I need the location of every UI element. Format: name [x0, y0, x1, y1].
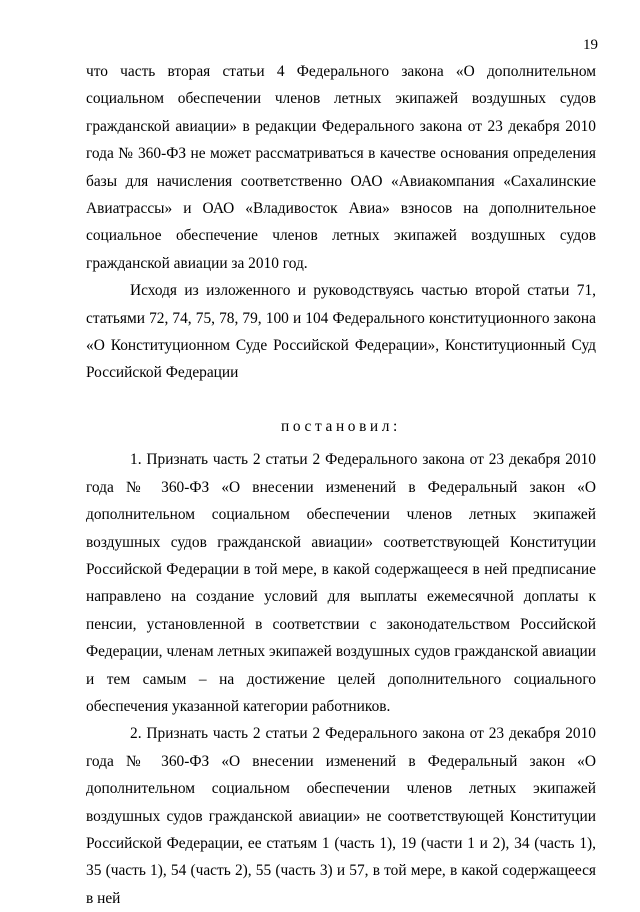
- paragraph-grounds: Исходя из изложенного и руководствуясь частью второй статьи 71, статьями 72, 74, 75, 78, 79, 100 и 104 Федерального конституционного закона «О Конституционном Суде Российской Федерации», Конституционный Суд Российской Федерации: [86, 282, 596, 382]
- page-number: 19: [583, 37, 598, 53]
- paragraph-item-1: 1. Признать часть 2 статьи 2 Федерального закона от 23 декабря 2010 года № 360-ФЗ «О внесении изменений в Федеральный закон «О дополнительном социальном обеспечении членов летных экипажей воздушных судов гражданской авиации» соответствующей Конституции Российской Федерации в той мере, в какой содержащееся в ней предписание направлено на создание условий для выплаты ежемесячной доплаты к пенсии, установленной в соответствии с законодательством Российской Федерации, членам летных экипажей воздушных судов гражданской авиации и тем самым – на достижение целей дополнительного социального обеспечения указанной категории работников.: [86, 451, 596, 715]
- paragraph-continuation: что часть вторая статьи 4 Федерального закона «О дополнительном социальном обеспечении членов летных экипажей воздушных судов гражданской авиации» в редакции Федерального закона от 23 декабря 2010 года № 360-ФЗ не может рассматриваться в качестве основания определения базы для начисления соответственно ОАО «Авиакомпания «Сахалинские Авиатрассы» и ОАО «Владивосток Авиа» взносов на дополнительное социальное обеспечение членов летных экипажей воздушных судов гражданской авиации за 2010 год.: [86, 63, 596, 272]
- paragraph-item-2: 2. Признать часть 2 статьи 2 Федерального закона от 23 декабря 2010 года № 360-ФЗ «О внесении изменений в Федеральный закон «О дополнительном социальном обеспечении членов летных экипажей воздушных судов гражданской авиации» не соответствующей Конституции Российской Федерации, ее статьям 1 (часть 1), 19 (части 1 и 2), 34 (часть 1), 35 (часть 1), 54 (часть 2), 55 (часть 3) и 57, в той мере, в какой содержащееся в ней: [86, 725, 596, 907]
- resolution-heading: постановил:: [281, 417, 401, 435]
- document-body: [86, 58, 596, 912]
